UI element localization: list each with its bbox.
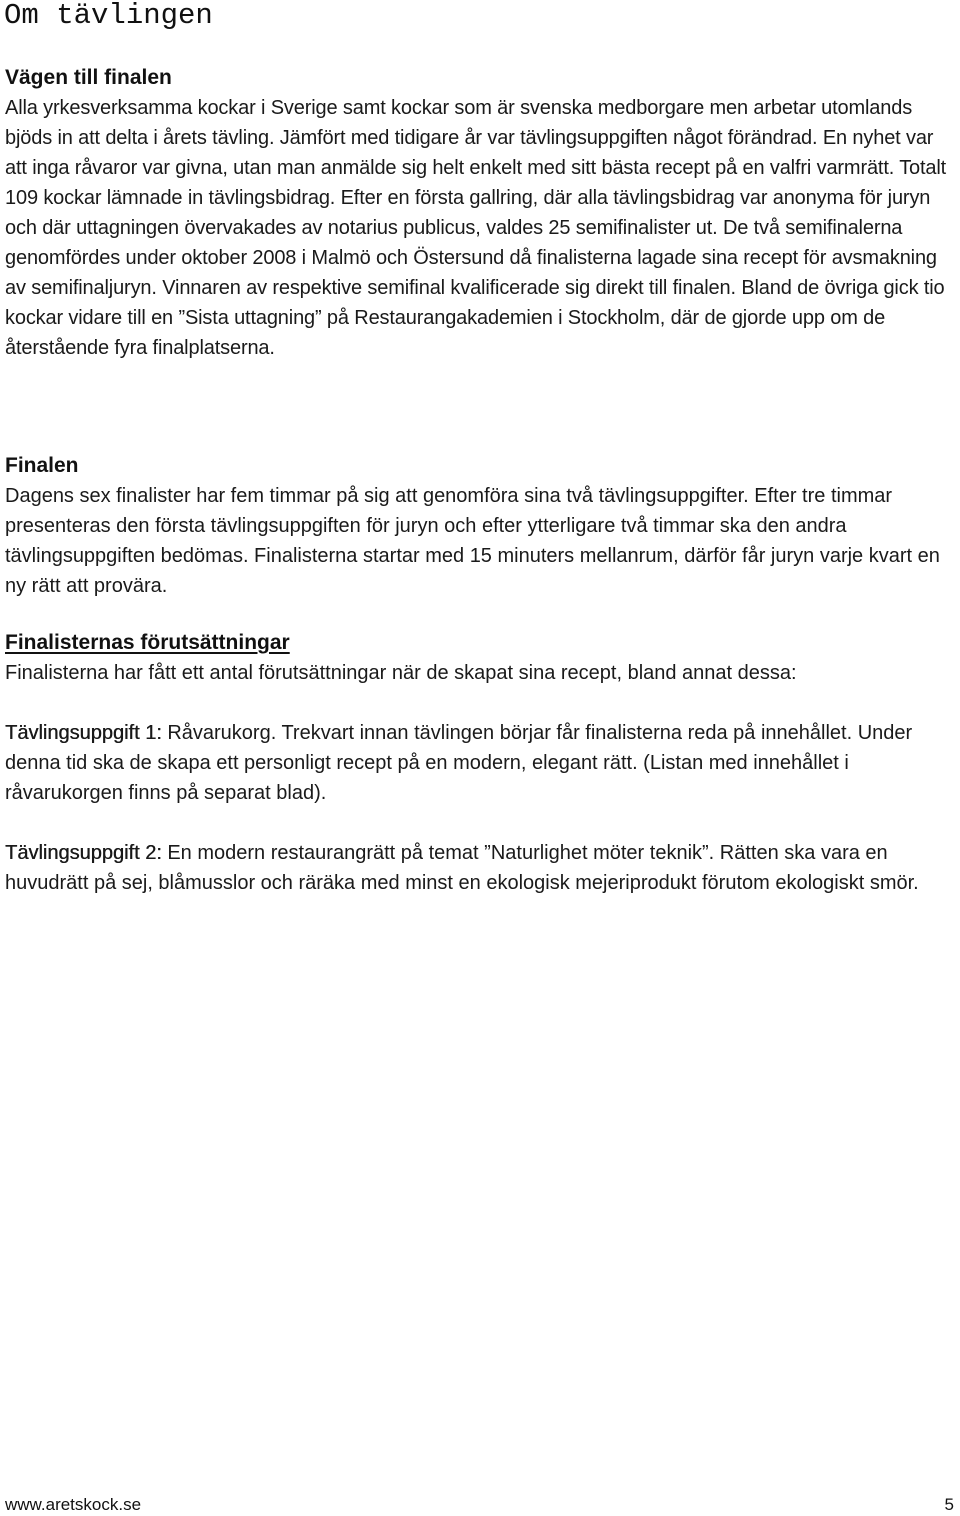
footer-page-number: 5 xyxy=(944,1495,954,1514)
task-text: Råvarukorg. Trekvart innan tävlingen börjar får finalisterna reda på innehållet. Under denna tid ska de skapa ett personligt recept på en modern, elegant rätt. (Listan med innehållet i råvarukorgen finns på separat blad). xyxy=(5,722,913,804)
task-label: Tävlingsuppgift 1: xyxy=(5,722,162,744)
task-2 xyxy=(5,838,957,898)
task-paragraph xyxy=(5,718,957,808)
task-label: Tävlingsuppgift 2: xyxy=(5,842,162,864)
task-1 xyxy=(5,718,957,808)
section-paragraph: Finalisterna har fått ett antal förutsättningar när de skapat sina recept, bland annat dessa: xyxy=(5,662,797,684)
section-heading: Finalisternas förutsättningar xyxy=(5,631,290,654)
section-heading: Vägen till finalen xyxy=(5,66,172,89)
footer-website: www.aretskock.se xyxy=(5,1495,142,1514)
section-paragraph: Dagens sex finalister har fem timmar på sig att genomföra sina två tävlingsuppgifter. Efter tre timmar presenteras den första tävlingsuppgiften för juryn och efter ytterligare två timmar ska den andra tävlingsuppgiften bedömas. Finalisterna startar med 15 minuters mellanrum, därför får juryn varje kvart en ny rätt att provära. xyxy=(5,485,940,597)
page-title: Om tävlingen xyxy=(4,0,213,32)
section-vagen-till-finalen xyxy=(5,63,957,363)
section-paragraph: Alla yrkesverksamma kockar i Sverige samt kockar som är svenska medborgare men arbetar utomlands bjöds in att delta i årets tävling. Jämfört med tidigare år var tävlingsuppgiften något förändrad. En nyhet var att inga råvaror var givna, utan man anmälde sig helt enkelt med sitt bästa recept på en valfri varmrätt. Totalt 109 kockar lämnade in tävlingsbidrag. Efter en första gallring, där alla tävlingsbidrag var anonyma för juryn och där uttagningen övervakades av notarius publicus, valdes 25 semifinalister ut. De två semifinalerna genomfördes under oktober 2008 i Malmö och Östersund då finalisterna lagade sina recept för avsmakning av semifinaljuryn. Vinnaren av respektive semifinal kvalificerade sig direkt till finalen. Bland de övriga gick tio kockar vidare till en ”Sista uttagning” på Restaurangakademien i Stockholm, där de gjorde upp om de återstående fyra finalplatserna. xyxy=(5,97,947,359)
section-finalen xyxy=(5,451,957,601)
task-text: En modern restaurangrätt på temat ”Naturlighet möter teknik”. Rätten ska vara en huvudrätt på sej, blåmusslor och räräka med minst en ekologisk mejeriprodukt förutom ekologiskt smör. xyxy=(5,842,919,894)
section-finalisternas-forutsattningar xyxy=(5,628,957,688)
section-heading: Finalen xyxy=(5,454,79,477)
task-paragraph xyxy=(5,838,957,898)
page-footer xyxy=(5,1494,954,1516)
